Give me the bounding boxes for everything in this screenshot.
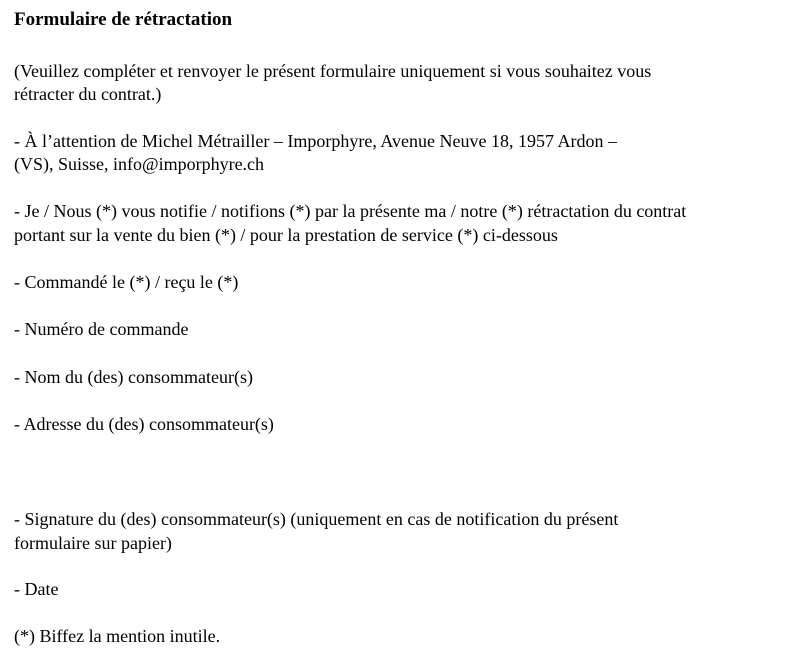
signature-line-1: - Signature du (des) consommateur(s) (uniquement en cas de notification du présent (14, 509, 619, 529)
signature-line-2: formulaire sur papier) (14, 533, 172, 553)
consumer-address-field: - Adresse du (des) consommateur(s) (14, 414, 274, 434)
recipient-line-1: - À l’attention de Michel Métrailler – Imporphyre, Avenue Neuve 18, 1957 Ardon – (14, 131, 618, 151)
notification-line-2: portant sur la vente du bien (*) / pour la prestation de service (*) ci-dessous (14, 225, 558, 245)
date-field: - Date (14, 579, 59, 599)
intro-line-2: rétracter du contrat.) (14, 84, 162, 104)
notification-line-1: - Je / Nous (*) vous notifie / notifions (*) par la présente ma / notre (*) rétractation du contrat (14, 201, 687, 221)
document-title: Formulaire de rétractation (14, 9, 233, 30)
intro-line-1: (Veuillez compléter et renvoyer le présent formulaire uniquement si vous souhaitez vous (14, 61, 652, 81)
consumer-name-field: - Nom du (des) consommateur(s) (14, 367, 253, 387)
footnote: (*) Biffez la mention inutile. (14, 626, 221, 646)
recipient-line-2: (VS), Suisse, info@imporphyre.ch (14, 154, 265, 174)
ordered-received-field: - Commandé le (*) / reçu le (*) (14, 272, 239, 292)
order-number-field: - Numéro de commande (14, 319, 189, 339)
